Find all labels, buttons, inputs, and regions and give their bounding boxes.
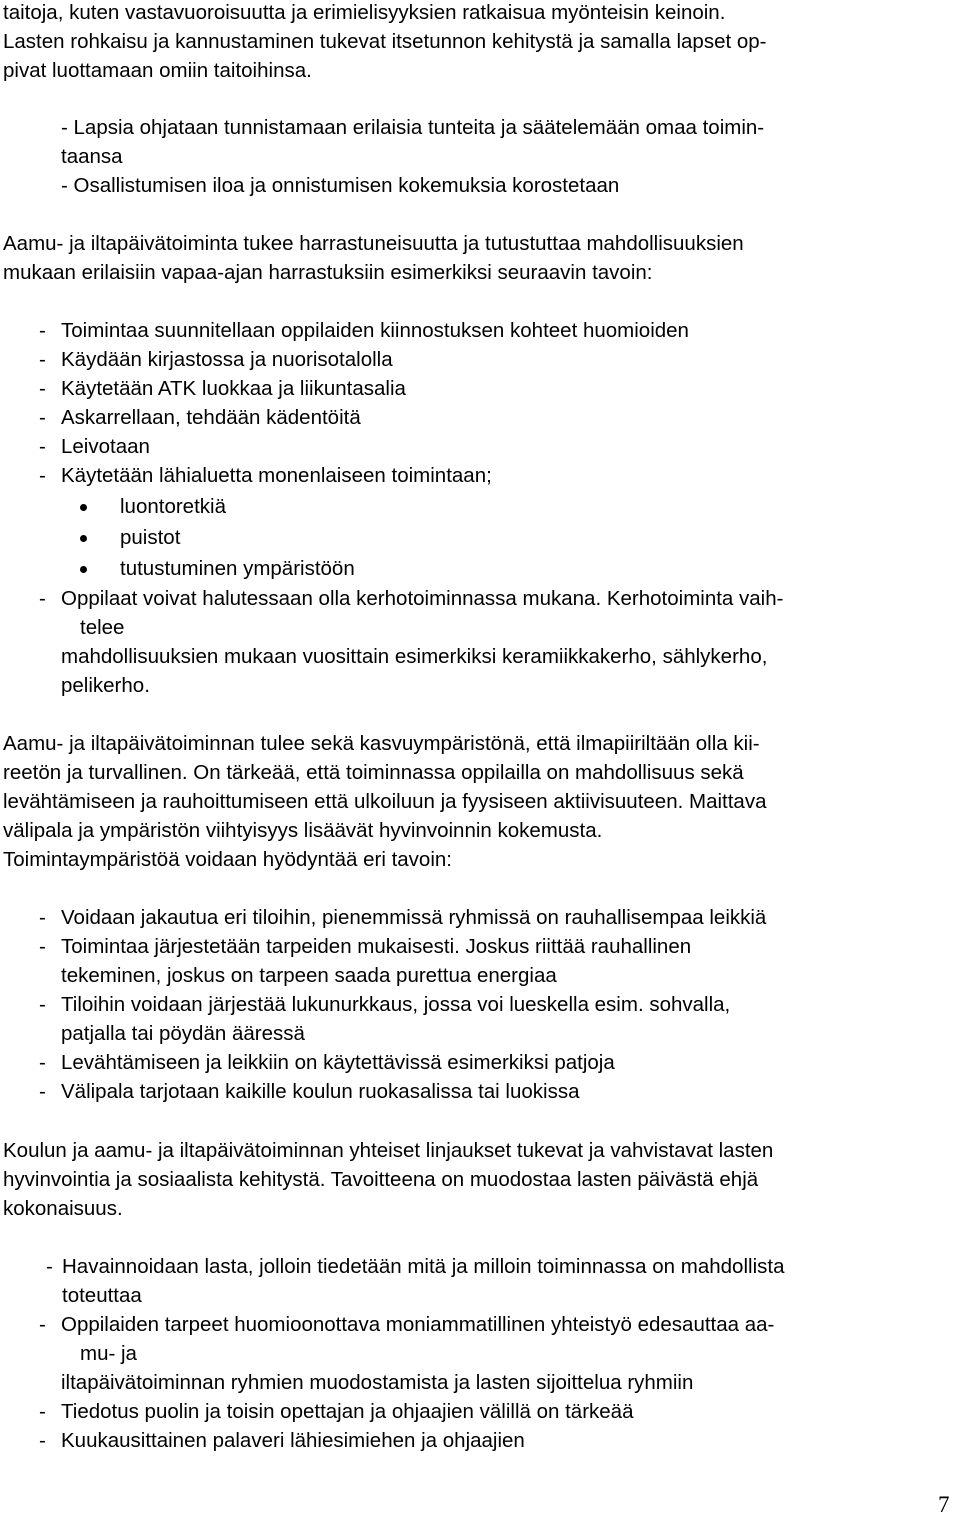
list-dash: -: [39, 1051, 46, 1074]
list-dash: -: [39, 1429, 46, 1452]
list4-item: iltapäivätoiminnan ryhmien muodostamista ja lasten sijoittelua ryhmiin: [61, 1371, 694, 1394]
intro-line: Lasten rohkaisu ja kannustaminen tukevat itsetunnon kehitystä ja samalla lapset op-: [3, 30, 767, 53]
list1-line: taansa: [61, 145, 123, 168]
list-dash: -: [39, 1400, 46, 1423]
list3-item: tekeminen, joskus on tarpeen saada purettua energiaa: [61, 964, 557, 987]
para4-line: hyvinvointia ja sosiaalista kehitystä. Tavoitteena on muodostaa lasten päivästä ehjä: [3, 1168, 759, 1191]
list4-item: toteuttaa: [62, 1284, 142, 1307]
para2-line: Aamu- ja iltapäivätoiminta tukee harrastuneisuutta ja tutustuttaa mahdollisuuksien: [3, 232, 744, 255]
para3-line: levähtämiseen ja rauhoittumiseen että ulkoiluun ja fyysiseen aktiivisuuteen. Maittava: [3, 790, 767, 813]
list4-item: Oppilaiden tarpeet huomioonottava moniammatillinen yhteistyö edesauttaa aa-: [61, 1313, 775, 1336]
list-dash: -: [39, 1080, 46, 1103]
list4-item: Havainnoidaan lasta, jolloin tiedetään mitä ja milloin toiminnassa on mahdollista: [62, 1255, 785, 1278]
list2-item: mahdollisuuksien mukaan vuosittain esimerkiksi keramiikkakerho, sählykerho,: [61, 645, 768, 668]
bullet-icon: [80, 566, 87, 573]
intro-line: taitoja, kuten vastavuoroisuutta ja erimielisyyksien ratkaisua myönteisin keinoin.: [3, 1, 726, 24]
sub-bullet-item: luontoretkiä: [120, 495, 226, 518]
list-dash: -: [39, 348, 46, 371]
list2-item: pelikerho.: [61, 674, 150, 697]
para4-line: kokonaisuus.: [3, 1197, 123, 1220]
list2-item: Toimintaa suunnitellaan oppilaiden kiinnostuksen kohteet huomioiden: [61, 319, 689, 342]
list4-item: Tiedotus puolin ja toisin opettajan ja ohjaajien välillä on tärkeää: [61, 1400, 634, 1423]
list-dash: -: [39, 993, 46, 1016]
list-dash: -: [39, 587, 46, 610]
list2-item: Käytetään ATK luokkaa ja liikuntasalia: [61, 377, 406, 400]
list-dash: -: [39, 406, 46, 429]
para3-line: Toimintaympäristöä voidaan hyödyntää eri tavoin:: [3, 848, 452, 871]
para3-line: välipala ja ympäristön viihtyisyys lisäävät hyvinvoinnin kokemusta.: [3, 819, 603, 842]
list1-line: - Lapsia ohjataan tunnistamaan erilaisia tunteita ja säätelemään omaa toimin-: [61, 116, 765, 139]
list3-item: Voidaan jakautua eri tiloihin, pienemmissä ryhmissä on rauhallisempaa leikkiä: [61, 906, 767, 929]
list2-item: Käydään kirjastossa ja nuorisotalolla: [61, 348, 393, 371]
list3-item: Toimintaa järjestetään tarpeiden mukaisesti. Joskus riittää rauhallinen: [61, 935, 692, 958]
list-dash: -: [39, 435, 46, 458]
list-dash: -: [39, 377, 46, 400]
sub-bullet-item: tutustuminen ympäristöön: [120, 557, 355, 580]
bullet-icon: [80, 535, 87, 542]
list3-item: Välipala tarjotaan kaikille koulun ruokasalissa tai luokissa: [61, 1080, 580, 1103]
bullet-icon: [80, 504, 87, 511]
para3-line: Aamu- ja iltapäivätoiminnan tulee sekä kasvuympäristönä, että ilmapiiriltään olla kii-: [3, 732, 760, 755]
list2-item: Käytetään lähialuetta monenlaiseen toimintaan;: [61, 464, 492, 487]
list-dash: -: [46, 1255, 53, 1278]
list3-item: Levähtämiseen ja leikkiin on käytettävissä esimerkiksi patjoja: [61, 1051, 615, 1074]
list2-item: telee: [80, 616, 125, 639]
list4-item: Kuukausittainen palaveri lähiesimiehen ja ohjaajien: [61, 1429, 525, 1452]
list2-item: Askarrellaan, tehdään kädentöitä: [61, 406, 361, 429]
list3-item: patjalla tai pöydän ääressä: [61, 1022, 305, 1045]
sub-bullet-item: puistot: [120, 526, 181, 549]
list-dash: -: [39, 319, 46, 342]
list-dash: -: [39, 464, 46, 487]
list3-item: Tiloihin voidaan järjestää lukunurkkaus, jossa voi lueskella esim. sohvalla,: [61, 993, 731, 1016]
para2-line: mukaan erilaisiin vapaa-ajan harrastuksiin esimerkiksi seuraavin tavoin:: [3, 261, 653, 284]
list1-line: - Osallistumisen iloa ja onnistumisen kokemuksia korostetaan: [61, 174, 620, 197]
intro-line: pivat luottamaan omiin taitoihinsa.: [3, 59, 312, 82]
list2-item: Leivotaan: [61, 435, 150, 458]
page-number: 7: [938, 1492, 950, 1517]
list-dash: -: [39, 906, 46, 929]
para3-line: reetön ja turvallinen. On tärkeää, että toiminnassa oppilailla on mahdollisuus sekä: [3, 761, 744, 784]
para4-line: Koulun ja aamu- ja iltapäivätoiminnan yhteiset linjaukset tukevat ja vahvistavat lasten: [3, 1139, 774, 1162]
list-dash: -: [39, 935, 46, 958]
list4-item: mu- ja: [80, 1342, 137, 1365]
list-dash: -: [39, 1313, 46, 1336]
list2-item: Oppilaat voivat halutessaan olla kerhotoiminnassa mukana. Kerhotoiminta vaih-: [61, 587, 784, 610]
